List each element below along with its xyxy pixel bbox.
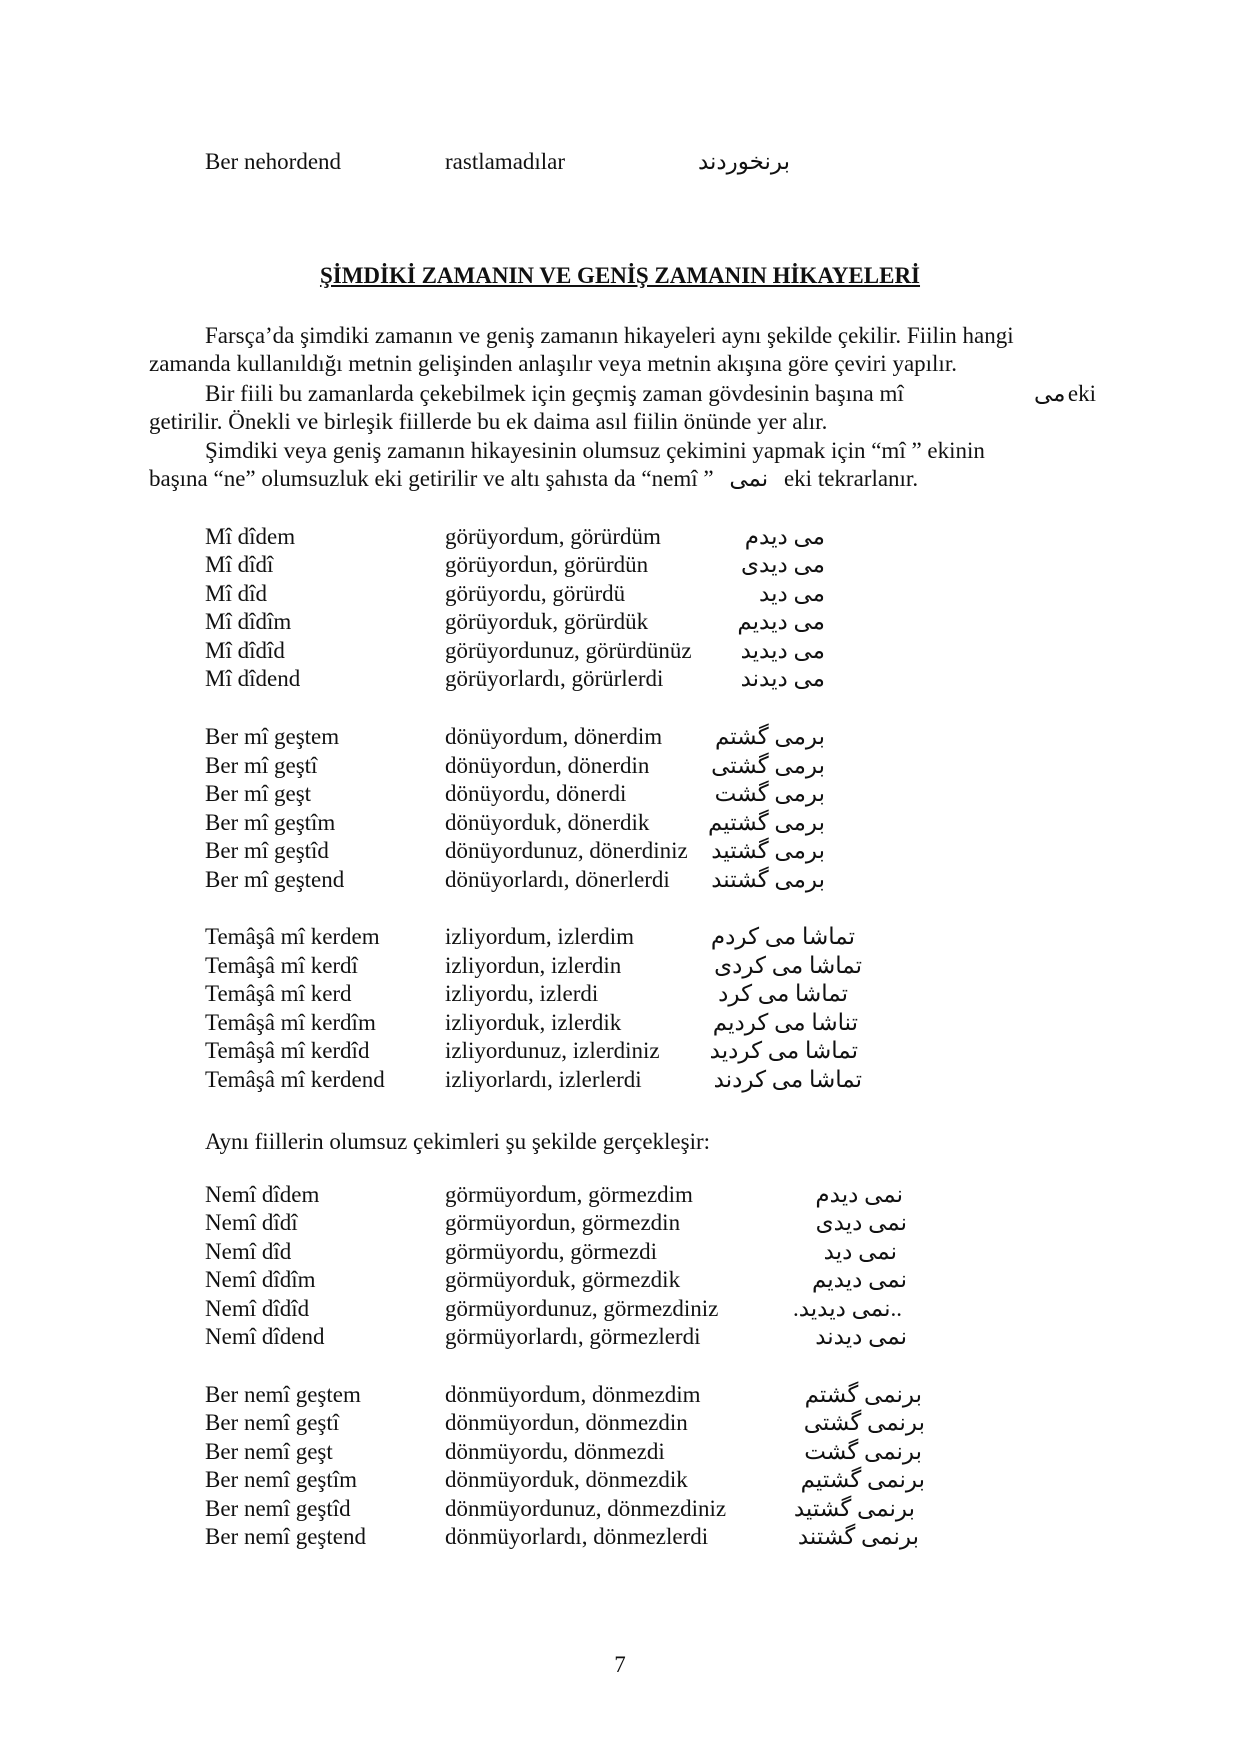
- persian: تماشا می کردم: [710, 924, 855, 949]
- turkish: dönüyordum, dönerdim: [445, 724, 663, 749]
- persian: برمی گشت: [714, 781, 825, 806]
- translit: Nemî dîdem: [205, 1182, 320, 1207]
- translit: Ber nemî geştîm: [205, 1467, 358, 1492]
- persian: برمی گشتیم: [708, 810, 825, 835]
- top-row-turkish: rastlamadılar: [445, 149, 566, 174]
- turkish: dönmüyordun, dönmezdin: [445, 1410, 688, 1435]
- persian: می دیدید: [740, 638, 825, 663]
- translit: Mî dîdî: [205, 552, 274, 577]
- paragraph-line: Farsça’da şimdiki zamanın ve geniş zamanın hikayeleri aynı şekilde çekilir. Fiilin hangi: [205, 323, 1014, 348]
- turkish: izliyorduk, izlerdik: [445, 1010, 622, 1035]
- turkish: izliyordun, izlerdin: [445, 953, 622, 978]
- persian: نمی دیدند: [815, 1324, 907, 1349]
- translit: Temâşâ mî kerdem: [205, 924, 380, 949]
- turkish: görmüyorduk, görmezdik: [445, 1267, 681, 1292]
- persian: برمی گشتی: [711, 753, 825, 778]
- turkish: dönüyorlardı, dönerlerdi: [445, 867, 670, 892]
- section-heading: ŞİMDİKİ ZAMANIN VE GENİŞ ZAMANIN HİKAYELERİ: [319, 263, 921, 288]
- turkish: izliyordum, izlerdim: [445, 924, 635, 949]
- persian: نمی دیدیم: [811, 1267, 907, 1292]
- turkish: dönüyordu, dönerdi: [445, 781, 627, 806]
- paragraph-line: getirilir. Önekli ve birleşik fiillerde bu ek daima asıl fiilin önünde yer alır.: [149, 409, 828, 434]
- turkish: görmüyordum, görmezdim: [445, 1182, 693, 1207]
- persian: تماشا می کردند: [713, 1067, 862, 1092]
- translit: Temâşâ mî kerdî: [205, 953, 358, 978]
- paragraph-2: [149, 380, 1096, 436]
- translit: Mî dîdend: [205, 666, 301, 691]
- turkish: görüyordu, görürdü: [445, 581, 626, 606]
- persian: برمی گشتند: [711, 867, 825, 892]
- paragraph-line-end: eki: [1067, 381, 1096, 406]
- persian: می دیدم: [744, 524, 825, 549]
- translit: Ber nemî geştîd: [205, 1496, 351, 1521]
- turkish: dönmüyorlardı, dönmezlerdi: [445, 1524, 709, 1549]
- paragraph-line: başına “ne” olumsuzluk eki getirilir ve altı şahısta da “nemî ”: [149, 466, 714, 491]
- translit: Temâşâ mî kerd: [205, 981, 352, 1006]
- paragraph-line: Şimdiki veya geniş zamanın hikayesinin olumsuz çekimini yapmak için “mî ” ekinin: [205, 438, 985, 463]
- translit: Ber mî geştend: [205, 867, 345, 892]
- turkish: dönmüyordu, dönmezdi: [445, 1439, 665, 1464]
- persian: تماشا می کردی: [714, 953, 862, 978]
- turkish: izliyorlardı, izlerlerdi: [445, 1067, 642, 1092]
- persian: می دیدیم: [737, 609, 825, 634]
- turkish: dönmüyordunuz, dönmezdiniz: [445, 1496, 727, 1521]
- translit: Ber mî geşt: [205, 781, 312, 806]
- persian: برنمی گشتیم: [800, 1467, 925, 1492]
- paragraph-3: [149, 437, 1096, 493]
- persian: برنمی گشتند: [797, 1524, 919, 1549]
- translit: Temâşâ mî kerdend: [205, 1067, 385, 1092]
- translit: Ber nemî geştem: [205, 1382, 361, 1407]
- persian-suffix: می: [1034, 381, 1066, 406]
- turkish: dönmüyorduk, dönmezdik: [445, 1467, 688, 1492]
- turkish: izliyordunuz, izlerdiniz: [445, 1038, 660, 1063]
- persian: نمی دیدم: [815, 1182, 903, 1207]
- translit: Ber mî geştî: [205, 753, 318, 778]
- persian: نمی دیدی: [815, 1210, 907, 1235]
- turkish: görüyorduk, görürdük: [445, 609, 649, 634]
- translit: Nemî dîdîm: [205, 1267, 316, 1292]
- turkish: dönüyordunuz, dönerdiniz: [445, 838, 688, 863]
- turkish: görüyordum, görürdüm: [445, 524, 661, 549]
- section-caption: Aynı fiillerin olumsuz çekimleri şu şekilde gerçekleşir:: [205, 1129, 711, 1154]
- translit: Nemî dîdîd: [205, 1296, 310, 1321]
- translit: Nemî dîdî: [205, 1210, 298, 1235]
- translit: Nemî dîdend: [205, 1324, 325, 1349]
- translit: Nemî dîd: [205, 1239, 292, 1264]
- translit: Mî dîd: [205, 581, 267, 606]
- translit: Mî dîdîd: [205, 638, 285, 663]
- translit: Temâşâ mî kerdîm: [205, 1010, 376, 1035]
- paragraph-line: zamanda kullanıldığı metnin gelişinden anlaşılır veya metnin akışına göre çeviri yapılır.: [149, 351, 957, 376]
- persian: می دید: [759, 581, 825, 606]
- translit: Ber nemî geştend: [205, 1524, 366, 1549]
- translit: Ber nemî geştî: [205, 1410, 340, 1435]
- turkish: dönüyordun, dönerdin: [445, 753, 650, 778]
- persian: برنمی گشتم: [804, 1382, 922, 1407]
- top-row-persian: برنخوردند: [697, 149, 790, 174]
- paragraph-line-end: eki tekrarlanır.: [783, 466, 919, 491]
- turkish: görüyorlardı, görürlerdi: [445, 666, 664, 691]
- translit: Temâşâ mî kerdîd: [205, 1038, 370, 1063]
- turkish: izliyordu, izlerdi: [445, 981, 599, 1006]
- turkish: görüyordun, görürdün: [445, 552, 649, 577]
- persian: برنمی گشتی: [803, 1410, 925, 1435]
- turkish: görmüyordu, görmezdi: [445, 1239, 658, 1264]
- translit: Mî dîdem: [205, 524, 296, 549]
- persian: تناشا می کردیم: [712, 1010, 858, 1035]
- persian: می دیدند: [740, 666, 825, 691]
- turkish: dönmüyordum, dönmezdim: [445, 1382, 701, 1407]
- translit: Mî dîdîm: [205, 609, 292, 634]
- persian-suffix: نمی: [729, 466, 769, 491]
- paragraph-1: [149, 322, 1096, 378]
- turkish: görüyordunuz, görürdünüz: [445, 638, 692, 663]
- translit: Ber nemî geşt: [205, 1439, 333, 1464]
- persian: برمی گشتم: [714, 724, 825, 749]
- turkish: görmüyordunuz, görmezdiniz: [445, 1296, 719, 1321]
- translit: Ber mî geştîm: [205, 810, 336, 835]
- translit: Ber mî geştem: [205, 724, 340, 749]
- persian: برمی گشتید: [711, 838, 825, 863]
- page-number: 7: [614, 1652, 626, 1677]
- persian: ..نمی دیدید.: [792, 1296, 902, 1321]
- translit: Ber mî geştîd: [205, 838, 329, 863]
- persian: می دیدی: [741, 552, 825, 577]
- persian: تماشا می کرد: [718, 981, 848, 1006]
- top-row-translit: Ber nehordend: [205, 149, 342, 174]
- persian: برنمی گشت: [804, 1439, 922, 1464]
- persian: تماشا می کردید: [709, 1038, 858, 1063]
- turkish: görmüyordun, görmezdin: [445, 1210, 681, 1235]
- paragraph-line: Bir fiili bu zamanlarda çekebilmek için geçmiş zaman gövdesinin başına mî: [205, 381, 904, 406]
- persian: نمی دید: [823, 1239, 897, 1264]
- turkish: görmüyorlardı, görmezlerdi: [445, 1324, 701, 1349]
- persian: برنمی گشتید: [793, 1496, 915, 1521]
- turkish: dönüyorduk, dönerdik: [445, 810, 650, 835]
